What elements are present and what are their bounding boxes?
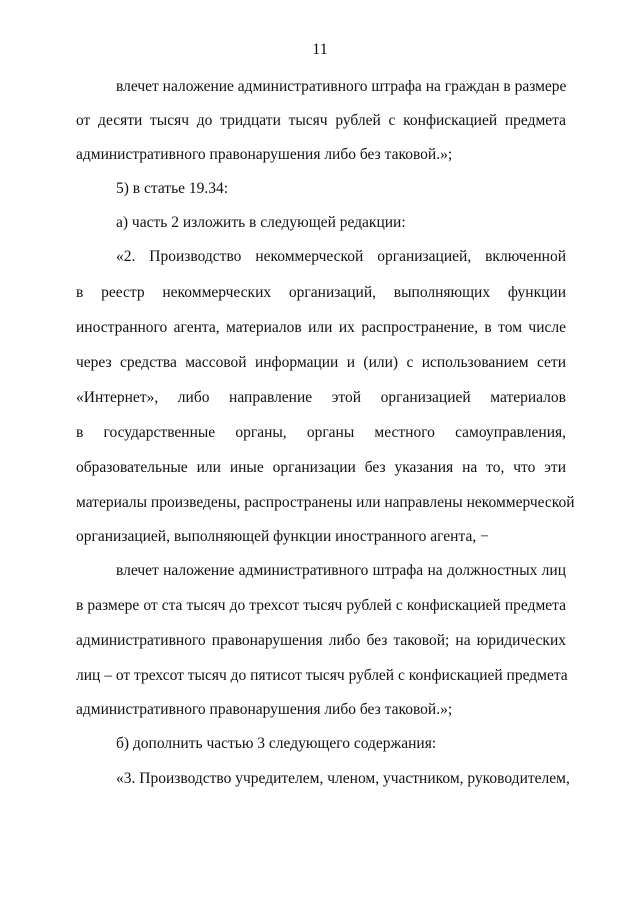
text-line: организацией, выполняющей функции иностранного агента, − <box>76 528 489 545</box>
text-line: от десяти тысяч до тридцати тысяч рублей с конфискацией предмета <box>76 112 566 129</box>
text-line: лиц – от трехсот тысяч до пятисот тысяч рублей с конфискацией предмета <box>76 667 568 684</box>
text-line: а) часть 2 изложить в следующей редакции: <box>116 214 406 231</box>
text-line: в размере от ста тысяч до трехсот тысяч рублей с конфискацией предмета <box>76 597 566 614</box>
page-number: 11 <box>312 41 328 58</box>
text-line: через средства массовой информации и (или) с использованием сети <box>76 354 566 371</box>
text-line: в государственные органы, органы местного самоуправления, <box>76 424 566 441</box>
text-line: административного правонарушения либо без таковой.»; <box>76 146 453 163</box>
text-line: 5) в статье 19.34: <box>116 180 229 197</box>
text-line: «Интернет», либо направление этой организацией материалов <box>76 389 566 406</box>
text-line: б) дополнить частью 3 следующего содержания: <box>116 735 437 752</box>
text-line: образовательные или иные организации без указания на то, что эти <box>76 459 566 476</box>
text-line: административного правонарушения либо без таковой; на юридических <box>76 632 566 649</box>
text-line: материалы произведены, распространены или направлены некоммерческой <box>76 494 575 511</box>
text-line: в реестр некоммерческих организаций, выполняющих функции <box>76 284 566 301</box>
text-line: иностранного агента, материалов или их распространение, в том числе <box>76 319 566 336</box>
text-line: влечет наложение административного штрафа на должностных лиц <box>116 562 566 579</box>
text-line: административного правонарушения либо без таковой.»; <box>76 701 453 718</box>
text-line: «2. Производство некоммерческой организацией, включенной <box>116 248 566 265</box>
text-line: влечет наложение административного штрафа на граждан в размере <box>116 78 567 95</box>
text-line: «3. Производство учредителем, членом, участником, руководителем, <box>116 770 570 787</box>
